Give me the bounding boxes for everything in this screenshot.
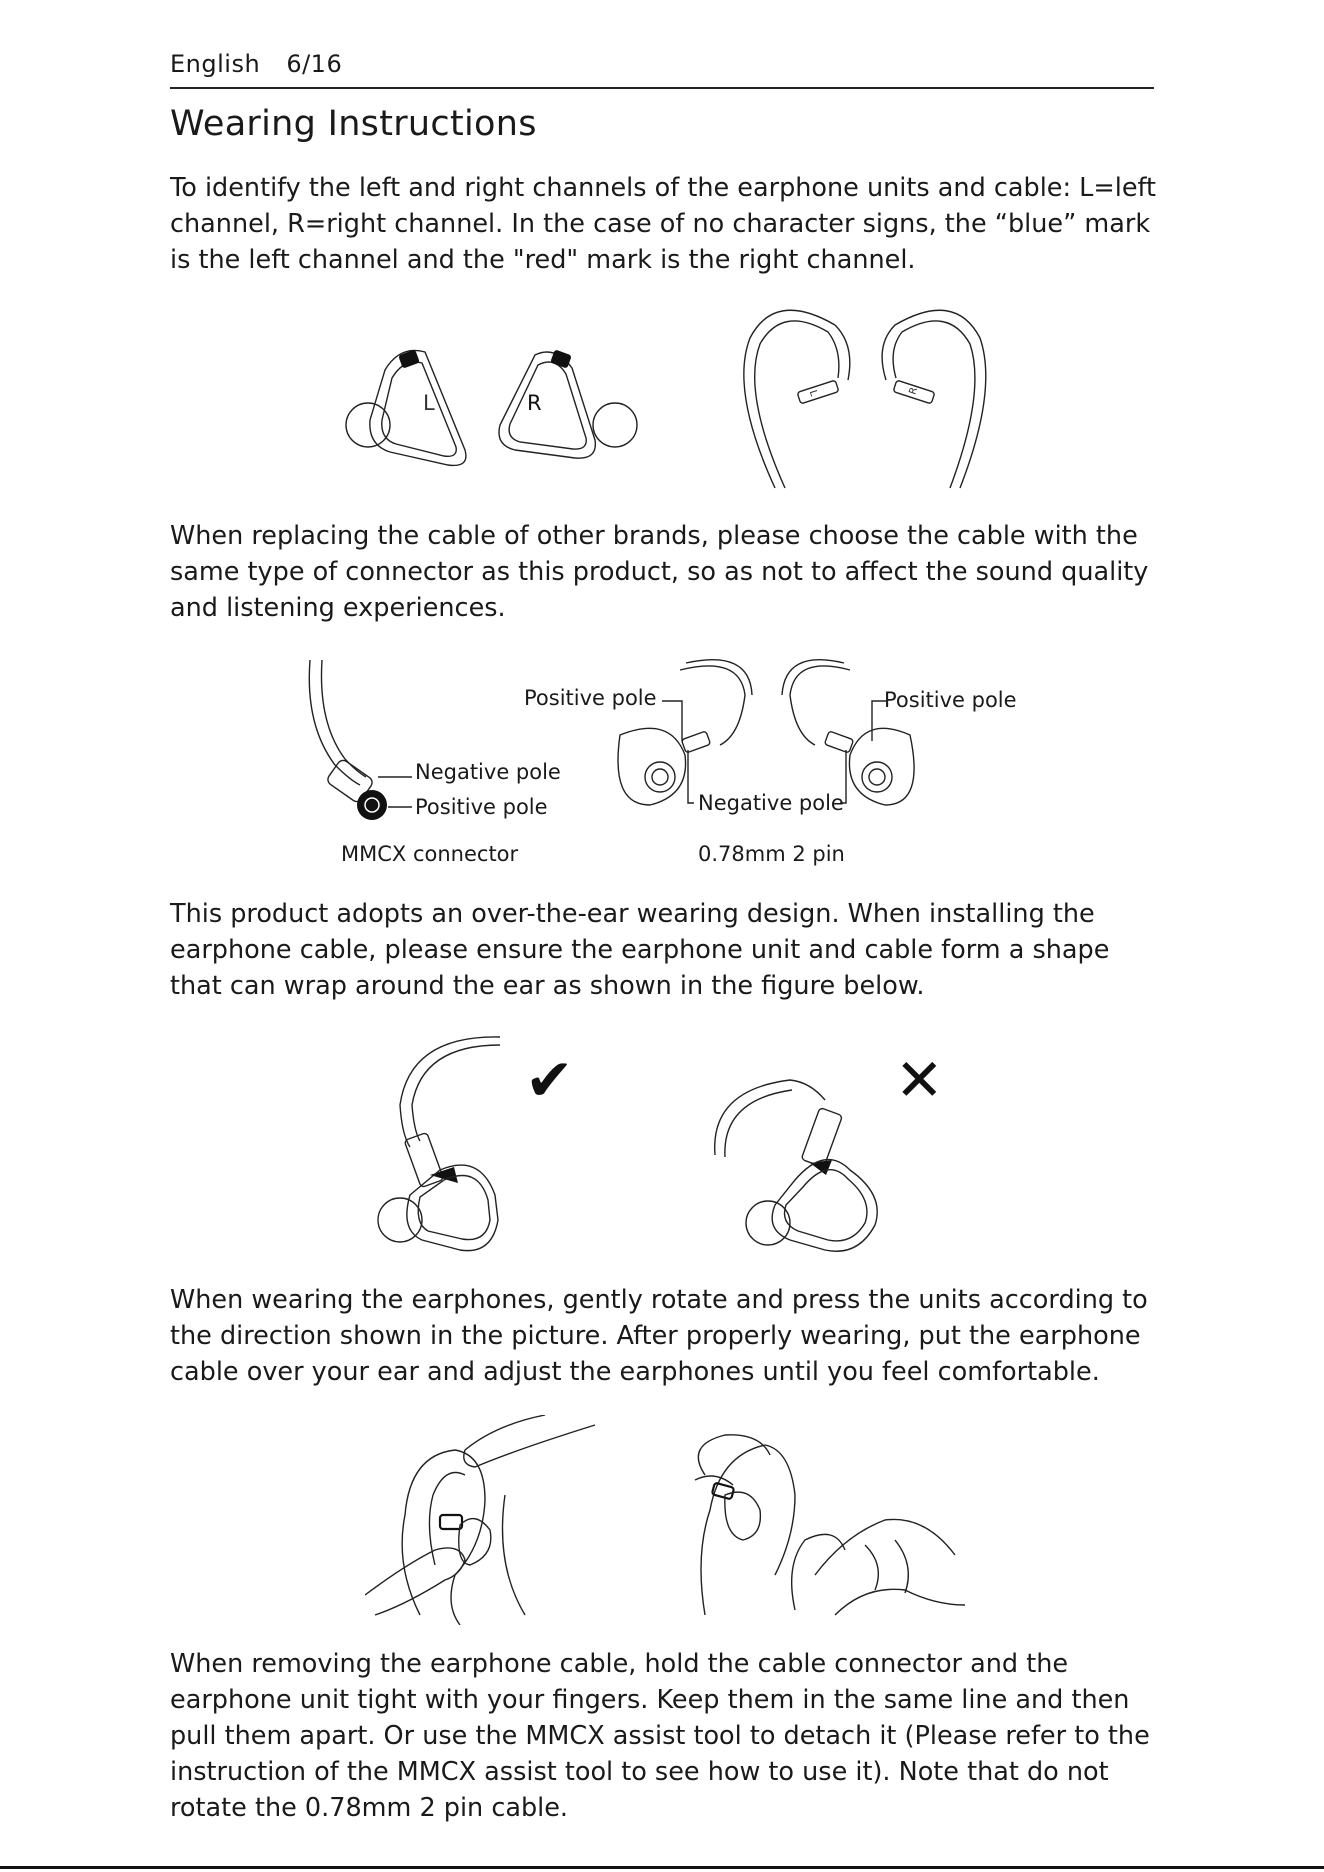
mmcx-negative-pole-label: Negative pole xyxy=(415,760,561,784)
cable-orientation-figure xyxy=(370,1035,970,1260)
paragraph-identify-channels: To identify the left and right channels of the earphone units and cable: L=left channel, R=right channel. In the case of no character signs, the “blue” mark is the left channel and the "red" mark is the right channel. xyxy=(170,173,1157,275)
insert-earphone-illustration xyxy=(365,1415,595,1625)
pin2-positive-pole-left-label: Positive pole xyxy=(524,686,657,710)
channel-identification-figure xyxy=(330,300,1010,500)
page-title: Wearing Instructions xyxy=(170,104,537,144)
pin2-negative-pole-label: Negative pole xyxy=(698,791,844,815)
right-earphone-illustration xyxy=(499,349,637,458)
cable-right-mark: R xyxy=(907,386,921,397)
correct-orientation-illustration xyxy=(378,1037,574,1251)
cable-left-mark: L xyxy=(806,388,819,398)
bottom-divider xyxy=(0,1866,1324,1869)
incorrect-cross-icon: ✕ xyxy=(895,1046,944,1114)
pin2-caption: 0.78mm 2 pin xyxy=(698,842,845,866)
adjust-cable-illustration xyxy=(695,1435,965,1615)
paragraph-over-ear-design: This product adopts an over-the-ear wearing design. When installing the earphone cable, please ensure the earphone unit and cable form a shape that can wrap around the ear as shown in the figure below. xyxy=(170,899,1110,1001)
left-earphone-illustration xyxy=(346,349,466,465)
wearing-steps-figure xyxy=(365,1415,965,1625)
paragraph-replacing-cable: When replacing the cable of other brands, please choose the cable with the same type of connector as this product, so as not to affect the sound quality and listening experiences. xyxy=(170,521,1149,623)
pin2-connector-illustration xyxy=(618,660,914,805)
paragraph-wearing: When wearing the earphones, gently rotate and press the units according to the direction shown in the picture. After properly wearing, put the earphone cable over your ear and adjust the earphones until you feel comfortable. xyxy=(170,1285,1148,1387)
header-divider xyxy=(170,87,1154,89)
paragraph-removing: When removing the earphone cable, hold the cable connector and the earphone unit tight with your fingers. Keep them in the same line and then pull them apart. Or use the MMCX assist tool to detach it (Please refer to the instruction of the MMCX assist tool to see how to use it). Note that do not rotate the 0.78mm 2 pin cable. xyxy=(170,1649,1150,1823)
mmcx-positive-pole-label: Positive pole xyxy=(415,795,548,819)
pin2-positive-pole-right-label: Positive pole xyxy=(884,688,1017,712)
header-language: English xyxy=(170,50,261,78)
page-header xyxy=(170,50,342,78)
incorrect-orientation-illustration xyxy=(715,1046,944,1251)
right-channel-mark: R xyxy=(527,391,542,415)
connector-types-figure xyxy=(290,655,1050,830)
header-page-number: 6/16 xyxy=(286,50,343,78)
correct-check-icon: ✔ xyxy=(525,1046,574,1114)
left-channel-mark: L xyxy=(423,391,435,415)
cable-illustration xyxy=(744,310,986,488)
mmcx-connector-illustration xyxy=(309,660,412,820)
mmcx-caption: MMCX connector xyxy=(341,842,519,866)
